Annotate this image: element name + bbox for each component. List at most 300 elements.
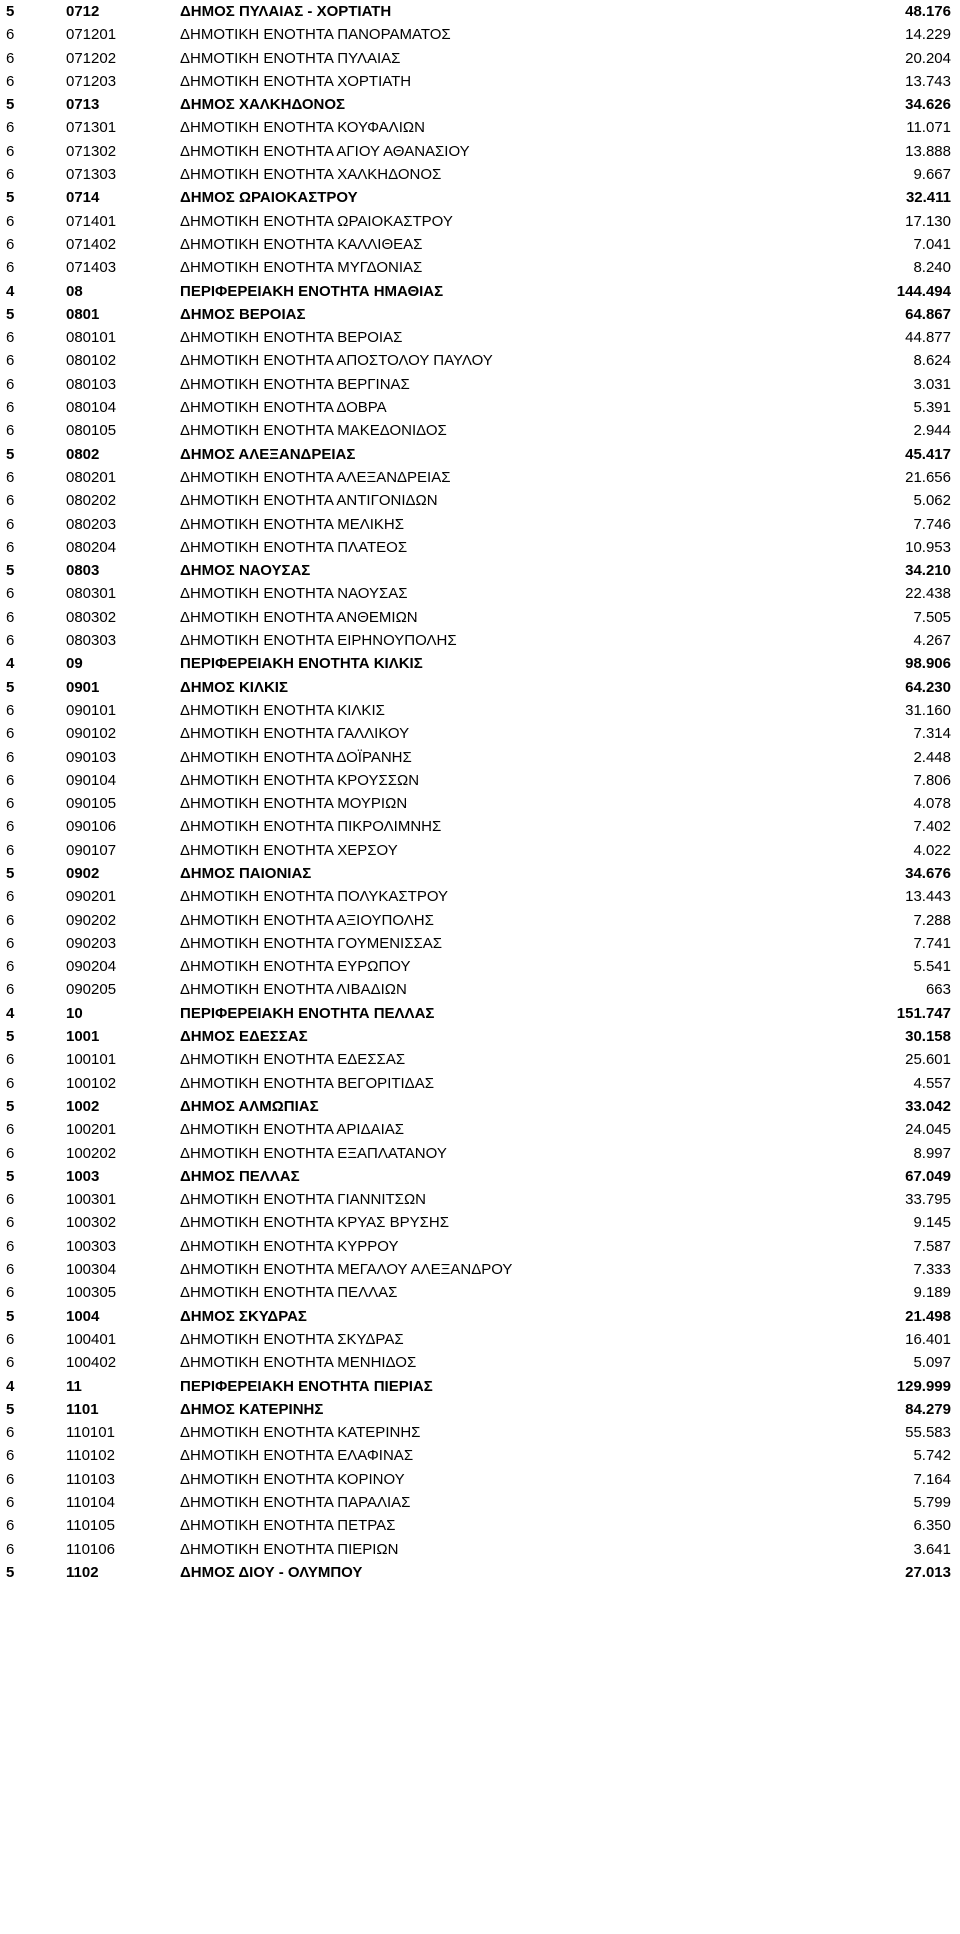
table-row <box>0 116 960 139</box>
value-cell: 3.031 <box>913 375 951 393</box>
code-cell: 080102 <box>66 352 117 370</box>
value-cell: 7.402 <box>913 818 951 836</box>
name-cell: ΔΗΜΟΤΙΚΗ ΕΝΟΤΗΤΑ ΓΑΛΛΙΚΟΥ <box>180 725 410 743</box>
table-row <box>0 559 960 582</box>
value-cell: 98.906 <box>905 655 951 673</box>
code-cell: 100301 <box>66 1191 117 1209</box>
code-cell: 071302 <box>66 142 117 160</box>
table-row <box>0 652 960 675</box>
level-cell: 6 <box>6 259 15 277</box>
table-row <box>0 1002 960 1025</box>
value-cell: 67.049 <box>905 1167 951 1185</box>
table-row <box>0 233 960 256</box>
level-cell: 6 <box>6 1540 15 1558</box>
code-cell: 090205 <box>66 981 117 999</box>
table-row <box>0 839 960 862</box>
value-cell: 5.062 <box>913 492 951 510</box>
level-cell: 6 <box>6 329 15 347</box>
table-row <box>0 256 960 279</box>
level-cell: 6 <box>6 538 15 556</box>
name-cell: ΔΗΜΟΤΙΚΗ ΕΝΟΤΗΤΑ ΠΑΝΟΡΑΜΑΤΟΣ <box>180 26 451 44</box>
name-cell: ΔΗΜΟΤΙΚΗ ΕΝΟΤΗΤΑ ΕΙΡΗΝΟΥΠΟΛΗΣ <box>180 632 457 650</box>
name-cell: ΔΗΜΟΤΙΚΗ ΕΝΟΤΗΤΑ ΜΑΚΕΔΟΝΙΔΟΣ <box>180 422 447 440</box>
code-cell: 080105 <box>66 422 117 440</box>
code-cell: 0802 <box>66 445 100 463</box>
level-cell: 6 <box>6 212 15 230</box>
level-cell: 6 <box>6 422 15 440</box>
value-cell: 33.795 <box>905 1191 951 1209</box>
level-cell: 6 <box>6 352 15 370</box>
name-cell: ΔΗΜΟΤΙΚΗ ΕΝΟΤΗΤΑ ΜΥΓΔΟΝΙΑΣ <box>180 259 423 277</box>
name-cell: ΔΗΜΟΣ ΠΕΛΛΑΣ <box>180 1167 300 1185</box>
level-cell: 6 <box>6 1121 15 1139</box>
name-cell: ΔΗΜΟΤΙΚΗ ΕΝΟΤΗΤΑ ΒΕΡΓΙΝΑΣ <box>180 375 410 393</box>
name-cell: ΔΗΜΟΤΙΚΗ ΕΝΟΤΗΤΑ ΠΕΛΛΑΣ <box>180 1284 398 1302</box>
name-cell: ΔΗΜΟΣ ΔΙΟΥ - ΟΛΥΜΠΟΥ <box>180 1563 363 1581</box>
level-cell: 5 <box>6 1307 15 1325</box>
level-cell: 5 <box>6 305 15 323</box>
code-cell: 1001 <box>66 1028 100 1046</box>
level-cell: 5 <box>6 864 15 882</box>
code-cell: 110101 <box>66 1424 115 1442</box>
name-cell: ΔΗΜΟΣ ΧΑΛΚΗΔΟΝΟΣ <box>180 96 345 114</box>
value-cell: 30.158 <box>905 1028 951 1046</box>
code-cell: 0713 <box>66 96 100 114</box>
name-cell: ΔΗΜΟΣ ΩΡΑΙΟΚΑΣΤΡΟΥ <box>180 189 358 207</box>
value-cell: 45.417 <box>905 445 951 463</box>
level-cell: 6 <box>6 1237 15 1255</box>
value-cell: 2.944 <box>913 422 951 440</box>
name-cell: ΔΗΜΟΣ ΑΛΜΩΠΙΑΣ <box>180 1097 319 1115</box>
value-cell: 4.022 <box>913 841 951 859</box>
value-cell: 7.741 <box>913 934 951 952</box>
table-row <box>0 1281 960 1304</box>
value-cell: 27.013 <box>905 1563 951 1581</box>
level-cell: 6 <box>6 1191 15 1209</box>
table-row <box>0 1328 960 1351</box>
level-cell: 6 <box>6 49 15 67</box>
table-row <box>0 140 960 163</box>
code-cell: 100402 <box>66 1354 117 1372</box>
name-cell: ΔΗΜΟΤΙΚΗ ΕΝΟΤΗΤΑ ΝΑΟΥΣΑΣ <box>180 585 408 603</box>
level-cell: 6 <box>6 1424 15 1442</box>
table-row <box>0 373 960 396</box>
table-row <box>0 349 960 372</box>
value-cell: 3.641 <box>913 1540 951 1558</box>
name-cell: ΔΗΜΟΤΙΚΗ ΕΝΟΤΗΤΑ ΚΙΛΚΙΣ <box>180 701 385 719</box>
code-cell: 0712 <box>66 3 100 20</box>
name-cell: ΔΗΜΟΤΙΚΗ ΕΝΟΤΗΤΑ ΕΛΑΦΙΝΑΣ <box>180 1447 414 1465</box>
value-cell: 5.799 <box>913 1494 951 1511</box>
code-cell: 110106 <box>66 1540 115 1558</box>
code-cell: 071301 <box>66 119 117 137</box>
code-cell: 090202 <box>66 911 117 929</box>
value-cell: 5.097 <box>913 1354 951 1372</box>
code-cell: 080202 <box>66 492 117 510</box>
code-cell: 100305 <box>66 1284 117 1302</box>
name-cell: ΔΗΜΟΤΙΚΗ ΕΝΟΤΗΤΑ ΕΞΑΠΛΑΤΑΝΟΥ <box>180 1144 447 1162</box>
value-cell: 8.624 <box>913 352 951 370</box>
code-cell: 100101 <box>66 1051 117 1069</box>
table-row <box>0 1188 960 1211</box>
value-cell: 7.041 <box>913 235 951 253</box>
table-row <box>0 1444 960 1467</box>
code-cell: 1003 <box>66 1167 100 1185</box>
level-cell: 5 <box>6 1167 15 1185</box>
code-cell: 11 <box>66 1377 82 1395</box>
table-row <box>0 885 960 908</box>
level-cell: 6 <box>6 72 15 90</box>
level-cell: 6 <box>6 1470 15 1488</box>
level-cell: 5 <box>6 96 15 114</box>
value-cell: 144.494 <box>896 282 951 300</box>
name-cell: ΠΕΡΙΦΕΡΕΙΑΚΗ ΕΝΟΤΗΤΑ ΗΜΑΘΙΑΣ <box>180 282 444 300</box>
value-cell: 4.078 <box>913 795 951 813</box>
table-row <box>0 1025 960 1048</box>
name-cell: ΔΗΜΟΤΙΚΗ ΕΝΟΤΗΤΑ ΚΥΡΡΟΥ <box>180 1237 399 1255</box>
code-cell: 110104 <box>66 1494 115 1511</box>
table-row <box>0 1118 960 1141</box>
name-cell: ΔΗΜΟΣ ΑΛΕΞΑΝΔΡΕΙΑΣ <box>180 445 356 463</box>
table-row <box>0 909 960 932</box>
name-cell: ΔΗΜΟΤΙΚΗ ΕΝΟΤΗΤΑ ΚΑΤΕΡΙΝΗΣ <box>180 1424 421 1442</box>
value-cell: 17.130 <box>905 212 951 230</box>
code-cell: 110105 <box>66 1517 115 1535</box>
level-cell: 6 <box>6 795 15 813</box>
value-cell: 64.230 <box>905 678 951 696</box>
code-cell: 071303 <box>66 166 117 184</box>
table-row <box>0 978 960 1001</box>
name-cell: ΔΗΜΟΤΙΚΗ ΕΝΟΤΗΤΑ ΠΑΡΑΛΙΑΣ <box>180 1494 411 1511</box>
level-cell: 6 <box>6 841 15 859</box>
name-cell: ΔΗΜΟΤΙΚΗ ΕΝΟΤΗΤΑ ΔΟΪΡΑΝΗΣ <box>180 748 412 766</box>
value-cell: 24.045 <box>905 1121 951 1139</box>
code-cell: 071401 <box>66 212 117 230</box>
code-cell: 080301 <box>66 585 117 603</box>
name-cell: ΔΗΜΟΤΙΚΗ ΕΝΟΤΗΤΑ ΒΕΡΟΙΑΣ <box>180 329 403 347</box>
code-cell: 09 <box>66 655 83 673</box>
table-row <box>0 699 960 722</box>
name-cell: ΔΗΜΟΤΙΚΗ ΕΝΟΤΗΤΑ ΜΟΥΡΙΩΝ <box>180 795 408 813</box>
code-cell: 080203 <box>66 515 117 533</box>
code-cell: 100302 <box>66 1214 117 1232</box>
value-cell: 7.333 <box>913 1261 951 1279</box>
table-row <box>0 1095 960 1118</box>
value-cell: 5.391 <box>913 399 951 417</box>
level-cell: 6 <box>6 888 15 906</box>
level-cell: 6 <box>6 235 15 253</box>
level-cell: 6 <box>6 911 15 929</box>
name-cell: ΔΗΜΟΤΙΚΗ ΕΝΟΤΗΤΑ ΑΝΘΕΜΙΩΝ <box>180 608 418 626</box>
table-row <box>0 326 960 349</box>
value-cell: 7.746 <box>913 515 951 533</box>
code-cell: 090104 <box>66 771 117 789</box>
name-cell: ΔΗΜΟΤΙΚΗ ΕΝΟΤΗΤΑ ΠΥΛΑΙΑΣ <box>180 49 401 67</box>
value-cell: 32.411 <box>905 189 951 207</box>
name-cell: ΔΗΜΟΣ ΠΑΙΟΝΙΑΣ <box>180 864 312 882</box>
table-row <box>0 93 960 116</box>
code-cell: 090201 <box>66 888 117 906</box>
table-row <box>0 280 960 303</box>
value-cell: 22.438 <box>905 585 951 603</box>
value-cell: 21.498 <box>905 1307 951 1325</box>
code-cell: 1102 <box>66 1563 99 1581</box>
name-cell: ΔΗΜΟΤΙΚΗ ΕΝΟΤΗΤΑ ΜΕΓΑΛΟΥ ΑΛΕΞΑΝΔΡΟΥ <box>180 1261 513 1279</box>
code-cell: 080101 <box>66 329 117 347</box>
name-cell: ΔΗΜΟΣ ΣΚΥΔΡΑΣ <box>180 1307 307 1325</box>
name-cell: ΔΗΜΟΤΙΚΗ ΕΝΟΤΗΤΑ ΚΟΡΙΝΟΥ <box>180 1470 405 1488</box>
table-row <box>0 676 960 699</box>
table-row <box>0 1305 960 1328</box>
code-cell: 090103 <box>66 748 117 766</box>
level-cell: 5 <box>6 189 15 207</box>
table-row <box>0 1048 960 1071</box>
level-cell: 4 <box>6 1377 15 1395</box>
table-row <box>0 1538 960 1561</box>
code-cell: 090101 <box>66 701 117 719</box>
value-cell: 84.279 <box>905 1400 951 1418</box>
level-cell: 6 <box>6 748 15 766</box>
level-cell: 6 <box>6 166 15 184</box>
name-cell: ΔΗΜΟΤΙΚΗ ΕΝΟΤΗΤΑ ΠΟΛΥΚΑΣΤΡΟΥ <box>180 888 449 906</box>
value-cell: 5.742 <box>913 1447 951 1465</box>
value-cell: 8.997 <box>913 1144 951 1162</box>
table-row <box>0 746 960 769</box>
table-row <box>0 606 960 629</box>
name-cell: ΔΗΜΟΤΙΚΗ ΕΝΟΤΗΤΑ ΧΟΡΤΙΑΤΗ <box>180 72 412 90</box>
table-row <box>0 769 960 792</box>
level-cell: 6 <box>6 1354 15 1372</box>
table-row <box>0 1351 960 1374</box>
code-cell: 090102 <box>66 725 117 743</box>
name-cell: ΔΗΜΟΤΙΚΗ ΕΝΟΤΗΤΑ ΔΟΒΡΑ <box>180 399 387 417</box>
value-cell: 7.288 <box>913 911 951 929</box>
value-cell: 25.601 <box>905 1051 951 1069</box>
name-cell: ΔΗΜΟΣ ΒΕΡΟΙΑΣ <box>180 305 306 323</box>
table-row <box>0 0 960 23</box>
code-cell: 080104 <box>66 399 117 417</box>
table-row <box>0 1398 960 1421</box>
table-row <box>0 1142 960 1165</box>
level-cell: 6 <box>6 725 15 743</box>
code-cell: 0714 <box>66 189 100 207</box>
value-cell: 31.160 <box>905 701 951 719</box>
name-cell: ΔΗΜΟΤΙΚΗ ΕΝΟΤΗΤΑ ΧΕΡΣΟΥ <box>180 841 398 859</box>
table-row <box>0 1514 960 1537</box>
value-cell: 34.676 <box>905 864 951 882</box>
code-cell: 071202 <box>66 49 117 67</box>
table-row <box>0 955 960 978</box>
name-cell: ΔΗΜΟΣ ΝΑΟΥΣΑΣ <box>180 562 311 580</box>
table-row <box>0 629 960 652</box>
table-row <box>0 792 960 815</box>
level-cell: 6 <box>6 1494 15 1511</box>
value-cell: 44.877 <box>905 329 951 347</box>
level-cell: 6 <box>6 981 15 999</box>
table-row <box>0 210 960 233</box>
code-cell: 071402 <box>66 235 117 253</box>
value-cell: 4.267 <box>913 632 951 650</box>
name-cell: ΠΕΡΙΦΕΡΕΙΑΚΗ ΕΝΟΤΗΤΑ ΠΙΕΡΙΑΣ <box>180 1377 433 1395</box>
level-cell: 6 <box>6 701 15 719</box>
name-cell: ΔΗΜΟΤΙΚΗ ΕΝΟΤΗΤΑ ΑΛΕΞΑΝΔΡΕΙΑΣ <box>180 468 451 486</box>
level-cell: 6 <box>6 585 15 603</box>
level-cell: 6 <box>6 399 15 417</box>
code-cell: 090105 <box>66 795 117 813</box>
value-cell: 9.145 <box>913 1214 951 1232</box>
value-cell: 10.953 <box>905 538 951 556</box>
value-cell: 7.164 <box>913 1470 951 1488</box>
level-cell: 5 <box>6 678 15 696</box>
name-cell: ΔΗΜΟΤΙΚΗ ΕΝΟΤΗΤΑ ΑΓΙΟΥ ΑΘΑΝΑΣΙΟΥ <box>180 142 470 160</box>
value-cell: 13.443 <box>905 888 951 906</box>
code-cell: 1004 <box>66 1307 100 1325</box>
value-cell: 2.448 <box>913 748 951 766</box>
code-cell: 0902 <box>66 864 100 882</box>
level-cell: 6 <box>6 771 15 789</box>
name-cell: ΔΗΜΟΣ ΚΑΤΕΡΙΝΗΣ <box>180 1400 324 1418</box>
value-cell: 55.583 <box>905 1424 951 1442</box>
name-cell: ΔΗΜΟΣ ΕΔΕΣΣΑΣ <box>180 1028 308 1046</box>
name-cell: ΔΗΜΟΤΙΚΗ ΕΝΟΤΗΤΑ ΠΙΕΡΙΩΝ <box>180 1540 399 1558</box>
table-row <box>0 303 960 326</box>
table-row <box>0 1165 960 1188</box>
level-cell: 5 <box>6 3 15 20</box>
value-cell: 4.557 <box>913 1074 951 1092</box>
table-row <box>0 1235 960 1258</box>
table-row <box>0 1072 960 1095</box>
value-cell: 34.210 <box>905 562 951 580</box>
level-cell: 6 <box>6 1517 15 1535</box>
code-cell: 080201 <box>66 468 117 486</box>
level-cell: 5 <box>6 562 15 580</box>
code-cell: 080303 <box>66 632 117 650</box>
level-cell: 6 <box>6 1447 15 1465</box>
value-cell: 129.999 <box>896 1377 951 1395</box>
level-cell: 6 <box>6 375 15 393</box>
table-row <box>0 1421 960 1444</box>
code-cell: 0801 <box>66 305 100 323</box>
level-cell: 5 <box>6 1097 15 1115</box>
code-cell: 1002 <box>66 1097 100 1115</box>
value-cell: 34.626 <box>905 96 951 114</box>
code-cell: 08 <box>66 282 83 300</box>
code-cell: 110103 <box>66 1470 115 1488</box>
name-cell: ΔΗΜΟΤΙΚΗ ΕΝΟΤΗΤΑ ΠΕΤΡΑΣ <box>180 1517 396 1535</box>
name-cell: ΔΗΜΟΤΙΚΗ ΕΝΟΤΗΤΑ ΒΕΓΟΡΙΤΙΔΑΣ <box>180 1074 434 1092</box>
value-cell: 13.888 <box>905 142 951 160</box>
level-cell: 6 <box>6 958 15 976</box>
code-cell: 110102 <box>66 1447 115 1465</box>
code-cell: 100102 <box>66 1074 117 1092</box>
level-cell: 6 <box>6 1214 15 1232</box>
table-row <box>0 815 960 838</box>
name-cell: ΔΗΜΟΤΙΚΗ ΕΝΟΤΗΤΑ ΓΟΥΜΕΝΙΣΣΑΣ <box>180 934 443 952</box>
value-cell: 20.204 <box>905 49 951 67</box>
level-cell: 5 <box>6 1028 15 1046</box>
table-row <box>0 536 960 559</box>
name-cell: ΔΗΜΟΤΙΚΗ ΕΝΟΤΗΤΑ ΕΔΕΣΣΑΣ <box>180 1051 406 1069</box>
name-cell: ΠΕΡΙΦΕΡΕΙΑΚΗ ΕΝΟΤΗΤΑ ΠΕΛΛΑΣ <box>180 1004 435 1022</box>
table-row <box>0 163 960 186</box>
level-cell: 6 <box>6 818 15 836</box>
value-cell: 5.541 <box>913 958 951 976</box>
level-cell: 6 <box>6 1330 15 1348</box>
level-cell: 5 <box>6 445 15 463</box>
table-row <box>0 466 960 489</box>
code-cell: 0803 <box>66 562 100 580</box>
name-cell: ΔΗΜΟΣ ΠΥΛΑΙΑΣ - ΧΟΡΤΙΑΤΗ <box>180 3 392 20</box>
table-row <box>0 70 960 93</box>
name-cell: ΔΗΜΟΤΙΚΗ ΕΝΟΤΗΤΑ ΑΝΤΙΓΟΝΙΔΩΝ <box>180 492 438 510</box>
table-row <box>0 396 960 419</box>
table-row <box>0 1258 960 1281</box>
name-cell: ΔΗΜΟΤΙΚΗ ΕΝΟΤΗΤΑ ΚΡΥΑΣ ΒΡΥΣΗΣ <box>180 1214 449 1232</box>
name-cell: ΔΗΜΟΤΙΚΗ ΕΝΟΤΗΤΑ ΚΡΟΥΣΣΩΝ <box>180 771 420 789</box>
level-cell: 4 <box>6 655 15 673</box>
level-cell: 6 <box>6 142 15 160</box>
value-cell: 7.806 <box>913 771 951 789</box>
code-cell: 100202 <box>66 1144 117 1162</box>
level-cell: 6 <box>6 515 15 533</box>
value-cell: 13.743 <box>905 72 951 90</box>
table-row <box>0 1491 960 1514</box>
name-cell: ΔΗΜΟΤΙΚΗ ΕΝΟΤΗΤΑ ΑΠΟΣΤΟΛΟΥ ΠΑΥΛΟΥ <box>180 352 493 370</box>
name-cell: ΔΗΜΟΤΙΚΗ ΕΝΟΤΗΤΑ ΚΟΥΦΑΛΙΩΝ <box>180 119 425 137</box>
table-row <box>0 582 960 605</box>
level-cell: 4 <box>6 1004 15 1022</box>
name-cell: ΔΗΜΟΤΙΚΗ ΕΝΟΤΗΤΑ ΠΛΑΤΕΟΣ <box>180 538 408 556</box>
table-row <box>0 722 960 745</box>
code-cell: 1101 <box>66 1400 99 1418</box>
code-cell: 100304 <box>66 1261 117 1279</box>
table-row <box>0 443 960 466</box>
name-cell: ΔΗΜΟΣ ΚΙΛΚΙΣ <box>180 678 288 696</box>
name-cell: ΔΗΜΟΤΙΚΗ ΕΝΟΤΗΤΑ ΣΚΥΔΡΑΣ <box>180 1330 404 1348</box>
level-cell: 6 <box>6 934 15 952</box>
code-cell: 090203 <box>66 934 117 952</box>
table-row <box>0 419 960 442</box>
name-cell: ΠΕΡΙΦΕΡΕΙΑΚΗ ΕΝΟΤΗΤΑ ΚΙΛΚΙΣ <box>180 655 423 673</box>
value-cell: 7.314 <box>913 725 951 743</box>
value-cell: 151.747 <box>896 1004 951 1022</box>
name-cell: ΔΗΜΟΤΙΚΗ ΕΝΟΤΗΤΑ ΜΕΝΗΙΔΟΣ <box>180 1354 417 1372</box>
value-cell: 33.042 <box>905 1097 951 1115</box>
name-cell: ΔΗΜΟΤΙΚΗ ΕΝΟΤΗΤΑ ΩΡΑΙΟΚΑΣΤΡΟΥ <box>180 212 453 230</box>
name-cell: ΔΗΜΟΤΙΚΗ ΕΝΟΤΗΤΑ ΓΙΑΝΝΙΤΣΩΝ <box>180 1191 426 1209</box>
code-cell: 071403 <box>66 259 117 277</box>
name-cell: ΔΗΜΟΤΙΚΗ ΕΝΟΤΗΤΑ ΛΙΒΑΔΙΩΝ <box>180 981 407 999</box>
table-row <box>0 932 960 955</box>
level-cell: 6 <box>6 608 15 626</box>
level-cell: 5 <box>6 1563 15 1581</box>
value-cell: 11.071 <box>906 119 951 137</box>
level-cell: 6 <box>6 468 15 486</box>
code-cell: 080302 <box>66 608 117 626</box>
table-row <box>0 23 960 46</box>
level-cell: 6 <box>6 1261 15 1279</box>
value-cell: 14.229 <box>905 26 951 44</box>
code-cell: 071201 <box>66 26 117 44</box>
level-cell: 4 <box>6 282 15 300</box>
level-cell: 6 <box>6 119 15 137</box>
code-cell: 100401 <box>66 1330 117 1348</box>
name-cell: ΔΗΜΟΤΙΚΗ ΕΝΟΤΗΤΑ ΧΑΛΚΗΔΟΝΟΣ <box>180 166 442 184</box>
code-cell: 080103 <box>66 375 117 393</box>
level-cell: 6 <box>6 1074 15 1092</box>
name-cell: ΔΗΜΟΤΙΚΗ ΕΝΟΤΗΤΑ ΠΙΚΡΟΛΙΜΝΗΣ <box>180 818 442 836</box>
level-cell: 6 <box>6 632 15 650</box>
